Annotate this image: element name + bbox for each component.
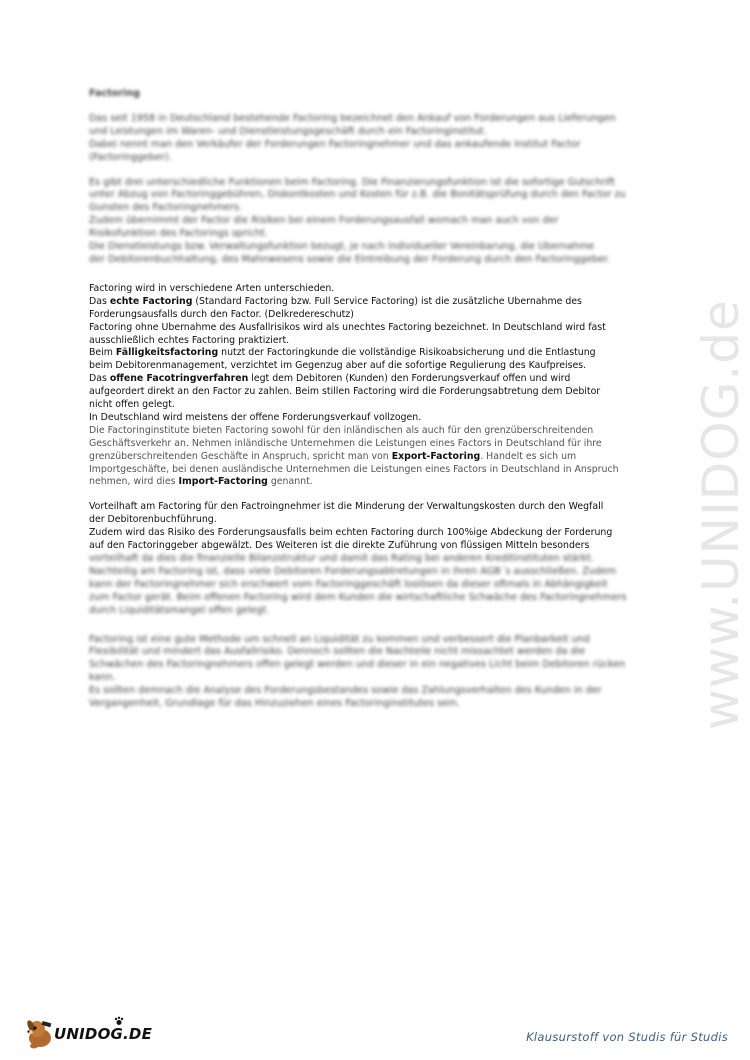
- advantages-blur-line: zum Factor gerät. Beim offenen Factoring wird dem Kunden die wirtschaftliche Schwäche des Factoringnehmers: [89, 591, 627, 603]
- advantages-blur-line: vorteilhaft da dies die finanzielle Bilanzstruktur und damit das Rating bei anderen Kreditinstituten stärkt.: [89, 553, 594, 564]
- intro-line: und Leistungen im Waren- und Dienstleistungsgeschäft durch ein Factoringinstitut.: [89, 125, 487, 137]
- advantages-blur-line: Nachteilig am Factoring ist, dass viele Debitoren Forderungsabtretungen in ihren AGB´s ausschließen. Zudem: [89, 565, 617, 577]
- intro-line: Das seit 1958 in Deutschland bestehende Factoring bezeichnet den Ankauf von Forderungen aus Lieferungen: [89, 112, 616, 124]
- functions-line: Gunsten des Factoringnehmers.: [89, 202, 242, 214]
- conclusion-line: Flexibilität und mindert das Ausfallrisiko. Dennoch sollten die Nachteile nicht missachtet werden da die: [89, 646, 586, 658]
- advantages-line: Zudem wird das Risiko des Forderungsausfalls beim echten Factoring durch 100%ige Abdeckung der Forderung: [89, 527, 613, 539]
- types-line: Die Factoringinstitute bieten Factoring sowohl für den inländischen als auch für den grenzüberschreitenden: [89, 424, 594, 436]
- conclusion-line: Es sollten demnach die Analyse des Forderungsbestandes sowie das Zahlungsverhalten des Kunden in der: [89, 685, 602, 697]
- functions-line: Risikofunktion des Factorings spricht.: [89, 228, 268, 240]
- types-line: Factoring wird in verschiedene Arten unterschieden.: [89, 282, 335, 294]
- functions-line: Die Dienstleistungs bzw. Verwaltungsfunktion bezugt, je nach individueller Vereinbarung, die Übernahme: [89, 241, 595, 253]
- dog-mascot-icon: [22, 1016, 56, 1050]
- intro-line: (Factoringgeber).: [89, 151, 172, 163]
- unidog-logo[interactable]: [22, 1016, 182, 1050]
- conclusion-line: Schwächen des Factoringnehmers offen gelegt werden und dieser in ein negatives Licht beim Debitoren rücken: [89, 659, 626, 671]
- intro-line: Dabei nennt man den Verkäufer der Forderungen Factoringnehmer und das ankaufende Institut Factor: [89, 138, 581, 150]
- types-line: Forderungsausfalls durch den Factor. (Delkredereschutz): [89, 308, 354, 320]
- advantages-section: [89, 501, 661, 553]
- conclusion-line: Factoring ist eine gute Methode um schnell an Liquidität zu kommen und verbessert die Planbarkeit und: [89, 633, 590, 645]
- term-offenes-verfahren: offene Facotringverfahren: [109, 373, 249, 385]
- types-line: Factoring ohne Übernahme des Ausfallrisikos wird als unechtes Factoring bezeichnet. In Deutschland wird fast: [89, 321, 606, 333]
- types-line: grenzüberschreitenden Geschäfte in Anspruch, spricht man von Export-Factoring. Handelt es sich um: [89, 450, 577, 462]
- functions-line: der Debitorenbuchhaltung, des Mahnwesens sowie die Eintreibung der Forderung durch den Factoringgeber.: [89, 253, 610, 265]
- factoring-types-section: [89, 283, 661, 490]
- watermark-text: www.UNIDOG.de: [692, 299, 750, 730]
- term-import-factoring: Import-Factoring: [178, 476, 268, 488]
- types-line: ausschließlich echtes Factoring praktiziert.: [89, 334, 290, 346]
- types-line: nehmen, wird dies Import-Factoring genannt.: [89, 476, 313, 488]
- types-line: Geschäftsverkehr an. Nehmen inländische Unternehmen die Leistungen eines Factors in Deutschland für ihre: [89, 437, 602, 449]
- intro-paragraph: [89, 113, 661, 165]
- logo-text: UNIDOG.DE: [54, 1025, 153, 1043]
- conclusion-paragraph: [89, 634, 661, 711]
- advantages-blurred-continuation: [89, 553, 661, 618]
- advantages-line: auf den Factoringgeber abgewälzt. Des Weiteren ist die direkte Zuführung von flüssigen Mitteln besonders: [89, 540, 590, 552]
- types-line: Das echte Factoring (Standard Factoring bzw. Full Service Factoring) ist die zusätzliche Übernahme des: [89, 295, 582, 307]
- footer-tagline: Klausurstoff von Studis für Studis: [526, 1030, 728, 1044]
- functions-line: Zudem übernimmt der Factor die Risiken bei einem Forderungsausfall womach man auch von der: [89, 215, 559, 227]
- functions-line: Es gibt drei unterschiedliche Funktionen beim Factoring. Die Finanzierungsfunktion ist die sofortige Gutschrift: [89, 176, 615, 188]
- document-title: Factoring: [89, 88, 141, 99]
- conclusion-line: Vergangenheit, Grundlage für das Hinzuziehen eines Factoringinstitutes sein.: [89, 698, 460, 710]
- conclusion-line: kann.: [89, 672, 116, 684]
- functions-paragraph: [89, 177, 661, 267]
- advantages-blur-line: kann der Factoringnehmer sich erschwert vom Factoringgeschäft loslösen da dieser oftmals in Abhängigkeit: [89, 578, 608, 590]
- document-body: [89, 88, 661, 723]
- types-line: Beim Fälligkeitsfactoring nutzt der Factoringkunde die vollständige Risikoabsicherung und die Entlastung: [89, 347, 596, 359]
- advantages-line: Vorteilhaft am Factoring für den Factroingnehmer ist die Minderung der Verwaltungskosten durch den Wegfall: [89, 501, 604, 513]
- types-line: Das offene Facotringverfahren legt dem Debitoren (Kunden) den Forderungsverkauf offen und wird: [89, 373, 571, 385]
- types-line: nicht offen gelegt.: [89, 399, 175, 411]
- term-faelligkeitsfactoring: Fälligkeitsfactoring: [115, 347, 219, 359]
- types-line: Importgeschäfte, bei denen ausländische Unternehmen die Leistungen eines Factors in Deutschland in Anspruch: [89, 463, 619, 475]
- term-export-factoring: Export-Factoring: [391, 450, 481, 462]
- advantages-line: der Debitorenbuchführung.: [89, 514, 217, 526]
- types-line: In Deutschland wird meistens der offene Forderungsverkauf vollzogen.: [89, 411, 422, 423]
- advantages-blur-line: durch Liquiditätsmangel offen gelegt.: [89, 604, 270, 616]
- functions-line: unter Abzug von Factoringgebühren, Diskontkosten und Kosten für z.B. die Bonitätsprüfung durch den Factor zu: [89, 189, 626, 201]
- term-echtes-factoring: echte Factoring: [109, 295, 193, 307]
- types-line: aufgeordert direkt an den Factor zu zahlen. Beim stillen Factoring wird die Forderungsabtretung dem Debitor: [89, 386, 601, 398]
- types-line: beim Debitorenmanagement, verzichtet im Gegenzug aber auf die sofortige Regulierung des Kaufpreises.: [89, 360, 587, 372]
